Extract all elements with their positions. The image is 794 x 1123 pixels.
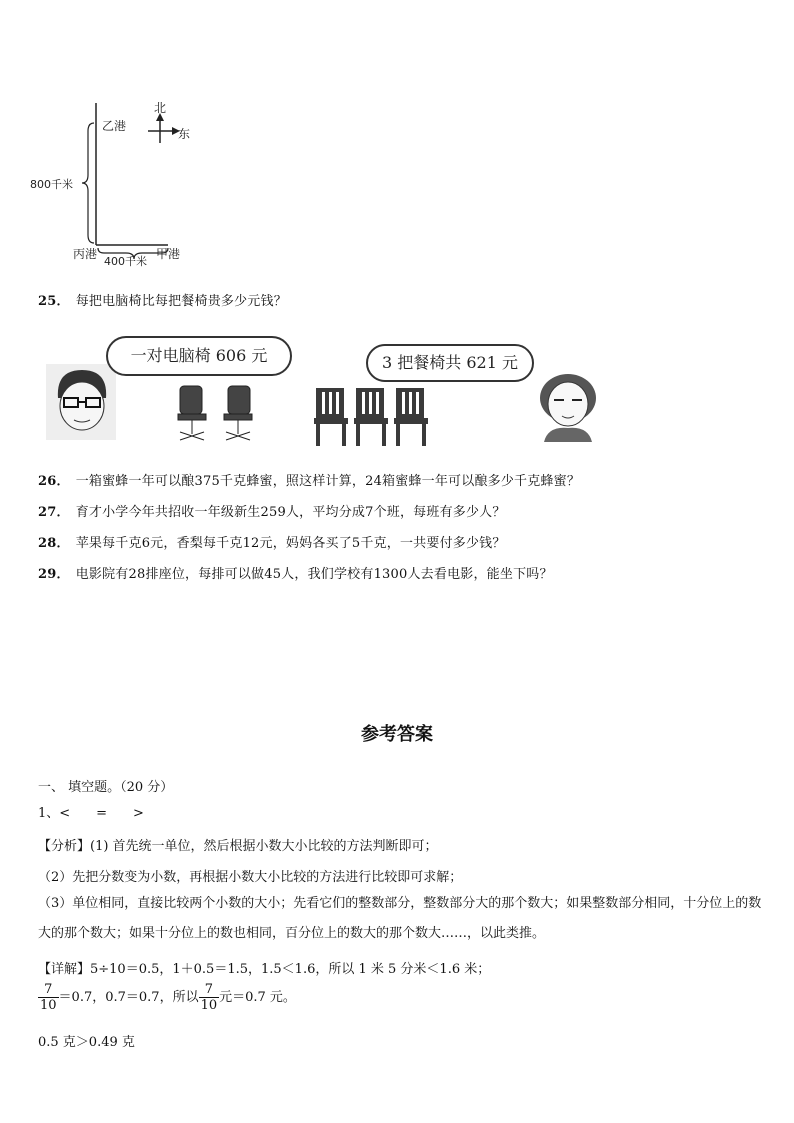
question-text: 一箱蜜蜂一年可以酿375千克蜂蜜，照这样计算，24箱蜜蜂一年可以酿多少千克蜂蜜？: [75, 474, 581, 489]
port-c-label: 丙港: [73, 247, 98, 261]
question-text: 电影院有28排座位，每排可以做45人，我们学校有1300人去看电影，能坐下吗？: [75, 567, 553, 582]
question-number: 27．: [38, 505, 70, 520]
section-heading: 一、 填空题。（20 分）: [38, 780, 174, 795]
dining-chairs-icon: [310, 386, 440, 448]
fraction-numerator: 7: [44, 982, 53, 997]
question-29: [38, 563, 553, 582]
port-b-label: 乙港: [102, 119, 127, 133]
north-label: 北: [154, 101, 167, 115]
question-27: [38, 501, 506, 520]
fraction-seven-tenths: [199, 982, 220, 1013]
analysis-line-2: （2）先把分数变为小数，再根据小数大小比较的方法进行比较即可求解；: [38, 870, 463, 885]
question-25: [38, 290, 287, 309]
chairs-illustration: [40, 330, 760, 450]
fraction-numerator: 7: [204, 982, 213, 997]
answer-key-title: 参考答案: [361, 724, 433, 745]
port-a-label: 甲港: [156, 247, 181, 261]
analysis-line-1: 【分析】(1) 首先统一单位，然后根据小数大小比较的方法判断即可；: [38, 839, 438, 854]
distance-horizontal-label: 400千米: [104, 255, 147, 268]
question-number: 28．: [38, 536, 70, 551]
question-number: 25．: [38, 294, 70, 309]
fraction-denominator: 10: [40, 998, 57, 1013]
fraction-seven-tenths: [38, 982, 59, 1013]
question-26: [38, 470, 580, 489]
detail-line-2: [38, 982, 296, 1013]
woman-figure: [534, 372, 602, 442]
office-chairs-icon: [170, 382, 270, 448]
east-label: 东: [178, 127, 191, 141]
distance-vertical-label: 800千米: [30, 178, 73, 191]
question-number: 29．: [38, 567, 70, 582]
question-number: 26．: [38, 474, 70, 489]
map-diagram: [30, 95, 190, 270]
detail-line-2-middle: ＝0.7，0.7＝0.7，所以: [58, 990, 199, 1005]
question-text: 育才小学今年共招收一年级新生259人，平均分成7个班，每班有多少人？: [75, 505, 506, 520]
left-speech-bubble: 一对电脑椅 606 元: [106, 336, 292, 376]
boy-figure: [46, 364, 116, 440]
detail-line-2-end: 元＝0.7 元。: [219, 990, 296, 1005]
analysis-line-3: （3）单位相同，直接比较两个小数的大小；先看它们的整数部分，整数部分大的那个数大；如果整数部分相同，十分位上的数大的那个数大；如果十分位上的数也相同，百分位上的数大的那个数大……，以此类推。: [38, 896, 762, 941]
detail-line-3: 0.5 克＞0.49 克: [38, 1035, 135, 1050]
question-28: [38, 532, 506, 551]
answer-item-1: 1、< = >: [38, 806, 144, 821]
question-text: 苹果每千克6元，香梨每千克12元，妈妈各买了5千克，一共要付多少钱？: [75, 536, 506, 551]
right-speech-bubble: 3 把餐椅共 621 元: [366, 344, 534, 382]
detail-line-1: 【详解】5÷10＝0.5，1＋0.5＝1.5，1.5＜1.6，所以 1 米 5 分米＜1.6 米；: [38, 962, 491, 977]
fraction-denominator: 10: [200, 998, 218, 1013]
question-text: 每把电脑椅比每把餐椅贵多少元钱？: [75, 294, 287, 309]
